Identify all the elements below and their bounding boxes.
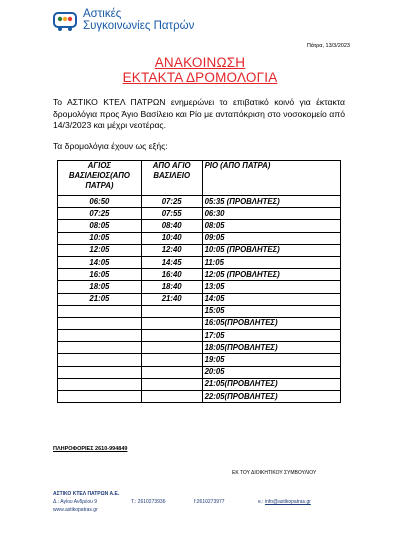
table-cell (141, 330, 202, 342)
table-cell: 21:40 (141, 293, 202, 305)
column-header-agios-vasileios: ΑΓΙΟΣ ΒΑΣΙΛΕΙΟΣ(ΑΠΟ ΠΑΤΡΑ) (58, 161, 142, 196)
table-cell: 16:40 (141, 269, 202, 281)
table-cell: 14:05 (202, 293, 340, 305)
table-cell (141, 378, 202, 390)
table-row (58, 196, 341, 208)
table-row (58, 208, 341, 220)
announcement-date: Πάτρα, 13/3/2023 (306, 43, 350, 49)
table-cell: 11:05 (202, 256, 340, 268)
table-row (58, 293, 341, 305)
table-row (58, 305, 341, 317)
table-cell: 13:05 (202, 281, 340, 293)
table-cell (141, 354, 202, 366)
table-cell (58, 354, 142, 366)
table-row (58, 366, 341, 378)
table-cell: 05:35 (ΠΡΟΒΛΗΤΕΣ) (202, 196, 340, 208)
table-cell: 18:05 (58, 281, 142, 293)
table-row (58, 269, 341, 281)
website-link[interactable]: www.astikopatras.gr (53, 507, 98, 513)
table-cell: 12:05 (58, 244, 142, 256)
address: Δ.: Αγίου Ανδρέου 9 (53, 499, 98, 505)
table-cell: 19:05 (202, 354, 340, 366)
table-cell: 18:05(ΠΡΟΒΛΗΤΕΣ) (202, 342, 340, 354)
bus-logo-icon (52, 10, 78, 32)
logo-text-line1: Αστικές (83, 8, 122, 20)
schedule-header-row (58, 161, 341, 196)
info-phone: ΠΛΗΡΟΦΟΡΙΕΣ 2610-994849 (53, 446, 128, 452)
announcement-paragraph: Το ΑΣΤΙΚΟ ΚΤΕΛ ΠΑΤΡΩΝ ενημερώνει το επιβατικό κοινό για έκτακτα δρομολόγια προς Άγιο Βασίλειο και Ρίο με ανταπόκριση στο νοσοκομείο από 14/3/2023 και μέχρι νεοτέρας. (53, 97, 345, 130)
email-link[interactable]: info@astikopatras.gr (264, 499, 311, 505)
table-cell: 17:05 (202, 330, 340, 342)
table-row (58, 342, 341, 354)
table-cell: 14:05 (58, 256, 142, 268)
logo-text-line2: Συγκοινωνίες Πατρών (83, 20, 195, 32)
table-row (58, 220, 341, 232)
email-line (258, 499, 311, 505)
table-row (58, 232, 341, 244)
table-cell: 12:40 (141, 244, 202, 256)
table-cell: 10:05 (58, 232, 142, 244)
table-cell (141, 391, 202, 403)
table-cell: 07:25 (141, 196, 202, 208)
table-cell (58, 330, 142, 342)
table-cell (141, 342, 202, 354)
table-cell (58, 391, 142, 403)
table-cell: 06:30 (202, 208, 340, 220)
table-cell: 20:05 (202, 366, 340, 378)
table-row (58, 317, 341, 329)
fax-number: f:2610273977 (194, 499, 225, 505)
table-cell: 18:40 (141, 281, 202, 293)
table-row (58, 244, 341, 256)
schedule-intro: Τα δρομολόγια έχουν ως εξής: (53, 141, 168, 151)
table-cell (58, 378, 142, 390)
table-cell: 22:05(ΠΡΟΒΛΗΤΕΣ) (202, 391, 340, 403)
table-row (58, 281, 341, 293)
table-row (58, 330, 341, 342)
table-cell: 15:05 (202, 305, 340, 317)
table-cell: 08:05 (202, 220, 340, 232)
table-cell: 21:05 (58, 293, 142, 305)
column-header-from-agios-vasileios: ΑΠΟ ΑΓΙΟ ΒΑΣΙΛΕΙΟ (141, 161, 202, 196)
column-header-rio: ΡΙΟ (ΑΠΟ ΠΑΤΡΑ) (202, 161, 340, 196)
table-cell (141, 366, 202, 378)
schedule-body (58, 196, 341, 403)
table-cell: 07:25 (58, 208, 142, 220)
table-cell: 12:05 (ΠΡΟΒΛΗΤΕΣ) (202, 269, 340, 281)
table-cell: 08:05 (58, 220, 142, 232)
table-row (58, 354, 341, 366)
table-cell (58, 366, 142, 378)
schedule-table (57, 160, 341, 403)
telephone: Τ.: 2610273936 (131, 499, 166, 505)
table-cell (141, 305, 202, 317)
table-cell: 10:40 (141, 232, 202, 244)
table-cell: 06:50 (58, 196, 142, 208)
table-row (58, 378, 341, 390)
signature-line: ΕΚ ΤΟΥ ΔΙΟΙΚΗΤΙΚΟΥ ΣΥΜΒΟΥΛΙΟΥ (232, 470, 317, 476)
table-cell: 16:05(ΠΡΟΒΛΗΤΕΣ) (202, 317, 340, 329)
table-cell: 10:05 (ΠΡΟΒΛΗΤΕΣ) (202, 244, 340, 256)
announcement-title: ΑΝΑΚΟΙΝΩΣΗ (154, 55, 246, 70)
announcement-subtitle: ΕΚΤΑΚΤΑ ΔΡΟΜΟΛΟΓΙΑ (122, 70, 278, 85)
table-cell (58, 342, 142, 354)
table-cell: 16:05 (58, 269, 142, 281)
table-cell (141, 317, 202, 329)
table-cell (58, 317, 142, 329)
table-row (58, 391, 341, 403)
email-prefix: e.: (258, 499, 265, 505)
table-cell: 09:05 (202, 232, 340, 244)
table-cell: 07:55 (141, 208, 202, 220)
table-cell: 21:05(ΠΡΟΒΛΗΤΕΣ) (202, 378, 340, 390)
company-logo (52, 8, 195, 34)
table-row (58, 256, 341, 268)
table-cell (58, 305, 142, 317)
table-cell: 14:45 (141, 256, 202, 268)
organization-name: ΑΣΤΙΚΟ ΚΤΕΛ ΠΑΤΡΩΝ Α.Ε. (53, 491, 120, 497)
table-cell: 08:40 (141, 220, 202, 232)
